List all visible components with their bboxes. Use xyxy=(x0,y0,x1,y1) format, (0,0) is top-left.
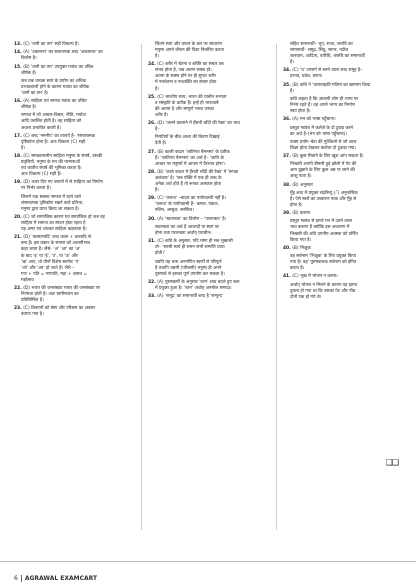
question-number: 32. xyxy=(148,279,156,285)
answer-text: गया है। वह' पुरुषवाचक सर्वनाम को इंगित xyxy=(290,260,357,266)
answer-text: नलिन, अम्बुज, सरसिज। xyxy=(155,208,194,214)
question-number: 28. xyxy=(148,170,156,176)
answer-text: 'जलज' के पर्यायवाची हैं– कमल, पंकज, xyxy=(155,202,219,208)
answer-item xyxy=(148,196,264,214)
answer-text: मनुष्य द्वारा प्राप्त किया जा सकता है। xyxy=(21,206,80,212)
answer-line xyxy=(283,203,399,209)
answer-text: भिखारी अपनी बीमारी हुई झोली में पेट की xyxy=(290,162,357,168)
answer-text: (C) समकालालीन साहित्य मनुष्य के संघर्ष, उसकी xyxy=(23,154,103,160)
answer-line xyxy=(148,162,264,168)
answer-text: (C) किसानों को चेष्टा और परिश्रम का अवसर xyxy=(23,306,96,312)
answer-text: शिक्षा होता देखकर कलेजा दो टुकड़ा गया। xyxy=(290,145,357,151)
answer-text: बताया गया है। xyxy=(21,312,44,318)
answer-text: अलंकार' है। 'जब पंक्ति में एक ही शब्द के xyxy=(155,176,222,182)
answer-line xyxy=(283,89,399,95)
answer-text: (C) कवि के अनुसार, यदि मांगा ही सब भुखमरी xyxy=(157,239,233,245)
footer-text xyxy=(14,575,97,582)
answer-item xyxy=(14,286,130,304)
answer-text: के बाद 'इ' या 'ई', 'उ', या 'ऊ' और xyxy=(21,253,78,259)
answer-item xyxy=(283,140,399,152)
answer-text: अर्थात् भोजन न मिलने के कारण वह इतना xyxy=(290,282,357,288)
column-3 xyxy=(283,42,399,303)
answer-line xyxy=(14,126,130,132)
answer-item xyxy=(148,217,264,223)
answer-text: कहा जाता है। जैसे- 'अ' 'आ' का 'अ' xyxy=(21,247,81,253)
answer-text: करता है। xyxy=(290,266,305,272)
answer-text: आशु पाता है। xyxy=(290,174,312,180)
answer-line xyxy=(14,146,130,152)
answer-text: प्रभाव, प्रवेश, प्रणय। xyxy=(290,74,323,80)
question-number: 20. xyxy=(14,215,22,221)
answer-text: पर निर्भर करता है। xyxy=(21,186,51,192)
answer-item xyxy=(148,135,264,147)
answer-item xyxy=(14,42,130,48)
answer-line xyxy=(283,74,399,80)
answer-item xyxy=(283,162,399,180)
answer-text: समाज में जो आचार-विचार, नीति, मर्यादा xyxy=(21,113,86,119)
question-number: 17. xyxy=(14,133,22,139)
answer-text: प्रवृत्तियों, मनुष्य के मन की परम्पराओं xyxy=(21,160,80,166)
answer-text: वाक्य प्रयोग–बेटा की मुश्किलों से जो आज xyxy=(290,139,357,145)
answer-item xyxy=(14,50,130,62)
answer-text: निर्भर रहते हैं। वह अपने भाग्य का निर्माण xyxy=(290,102,355,108)
answer-text: जिसमें एक स्वस्थ्य समाज में रहने वाले xyxy=(21,194,81,200)
answer-item xyxy=(14,154,130,178)
answer-text: शरीर है। xyxy=(155,112,169,118)
answer-text: आधार पर मनुष्यों में आपस में वैरभाव होना'। xyxy=(155,161,226,167)
answer-text: (B) अनुस्वार xyxy=(292,182,313,188)
answer-item xyxy=(283,183,399,189)
answer-text: समानार्थी– समुद्र, सिंधु, सागर, नदीश xyxy=(290,48,349,54)
answer-text: (C) जो सामाजिक कारण एवं सामाजिक हो जब वह xyxy=(23,215,105,221)
answer-text: साहित्य में समाज का स्पंदन होता रहता है xyxy=(21,221,86,227)
question-number: 14. xyxy=(14,50,22,56)
page-footer xyxy=(0,561,416,588)
question-number: 24. xyxy=(148,62,156,68)
answer-line xyxy=(14,186,130,192)
answer-text: होना तथा परतन्त्रता अर्थात् पराधीन। xyxy=(155,231,212,236)
question-number: 18. xyxy=(14,154,22,160)
question-number: 27. xyxy=(148,149,156,155)
answer-text: 'ओ' और 'अर' हो जाते हैं। जैसे – xyxy=(21,265,75,271)
answer-text: आदि प्रचलित होती है। वह साहित्य को xyxy=(21,119,82,125)
question-number: 19. xyxy=(14,180,22,186)
answer-text: संभव होता है, जब आत्मा स्वस्थ हो। xyxy=(155,68,212,74)
answer-text: है। xyxy=(155,188,159,194)
answer-line xyxy=(283,295,399,301)
answer-text: है तथापि उद्यमी (परिश्रमी) मनुष्य ही अपने xyxy=(155,265,222,271)
answer-line xyxy=(148,231,264,237)
answer-text: यह अमर एवं शाश्वत साहित्य कहलाता है। xyxy=(21,227,87,233)
answer-text: (C) शरीर में चेतना व शक्ति का संचार तब xyxy=(157,62,224,68)
answer-text: (C) भारतीय सत्य, भारत की प्राचीन सभ्यता xyxy=(157,94,227,100)
answer-text: 'ऋ' आए, तो तीनों विशेष स्वर्णतः 'ए' xyxy=(21,259,80,265)
answer-item xyxy=(14,180,130,192)
question-number: 40. xyxy=(283,245,291,251)
answer-text: (A) 'उकारान्त' का स्वरान्त्यक शब्द 'अकारान्त' का xyxy=(23,50,103,56)
answer-text: कवि कहता है कि आलसी लोग ही भाग्य पर xyxy=(290,96,359,102)
answer-line xyxy=(283,246,399,252)
answer-line xyxy=(14,105,130,111)
answer-text: जितने स्वयं और प्रयत्न के बल पर साधारण xyxy=(155,42,222,47)
question-number: 25. xyxy=(148,94,156,100)
answer-line xyxy=(148,54,264,60)
answer-item xyxy=(14,215,130,233)
answer-line xyxy=(148,188,264,194)
brand-name: AGRAWAL EXAMCART xyxy=(24,575,98,582)
answer-text: (B) काली बादल 'जातिगत बैमनस्य' के प्रतीक xyxy=(157,149,230,155)
answer-text: आत्मा के स्वस्थ होने पर ही सुन्दर शरीर xyxy=(155,74,217,80)
answer-text: वह सर्वनाम 'भिक्षुक' के लिए प्रयुक्त किया xyxy=(290,254,356,260)
answer-line xyxy=(283,60,399,66)
answer-text: (A) 'समुद्र' का समानार्थी शब्द है 'सम्पुन्द' xyxy=(157,294,224,300)
answer-line xyxy=(283,146,399,152)
answer-line xyxy=(14,42,130,48)
question-number: 36. xyxy=(283,117,291,123)
answer-line xyxy=(14,172,130,178)
answer-text: अवश्य प्रभावित करती है। xyxy=(21,125,62,131)
answer-line xyxy=(283,109,399,115)
answer-text: देती है। xyxy=(155,141,167,147)
answer-text: का अर्थ है–(मन को भाषा पहुँचाना)। xyxy=(290,131,348,137)
answer-text: किया गया है। xyxy=(290,237,312,243)
answer-item xyxy=(283,191,399,209)
column-2 xyxy=(148,42,264,302)
answer-text: संसारात्मक दृष्टिकोण रखने वाले प्रतिभा, xyxy=(21,200,84,206)
answer-item xyxy=(283,117,399,123)
question-number: 39. xyxy=(283,211,291,217)
answer-line xyxy=(148,141,264,147)
answer-text: है। xyxy=(155,86,159,92)
answer-item xyxy=(283,68,399,80)
question-number: 38. xyxy=(283,182,291,188)
answer-item xyxy=(283,97,399,115)
answer-text: यद्यपि यह धारा अनगणित स्वर्णों से परिपूर्ण xyxy=(155,259,222,265)
page-number: 6 xyxy=(14,575,18,582)
answer-line xyxy=(14,91,130,97)
answer-line xyxy=(283,274,399,280)
answer-line xyxy=(283,238,399,244)
answer-text: (C) भूख में भोजन न करना। xyxy=(292,274,338,280)
answer-line xyxy=(283,211,399,217)
answer-text: (B) 'वानी का तम' उपयुक्त गवांश का उचित xyxy=(23,64,94,70)
answer-text: दुबला हो गया था कि उसका पेट और पीठ xyxy=(290,288,356,294)
answer-text: एवं जातीय संघर्ष की भूमिका करता है। xyxy=(21,166,82,172)
answer-line xyxy=(14,312,130,318)
answer-item xyxy=(283,83,399,95)
question-number: 16. xyxy=(14,99,22,105)
end-mark: ❑❑ xyxy=(385,458,398,467)
answer-item xyxy=(283,274,399,280)
question-number: 33. xyxy=(148,294,156,300)
footer-separator xyxy=(21,575,22,582)
answer-text: स्वयं होता है। xyxy=(290,109,311,115)
answer-text: (D) 'जलने कालाने में हँसती चाँदी की रेखा' का भाव xyxy=(157,121,240,127)
column-divider xyxy=(276,44,277,530)
answer-text: शीर्षक है। xyxy=(21,70,37,76)
answer-item xyxy=(14,195,130,213)
answer-text: (D) भारत की जनसंख्या भारत की जनसंख्या पर xyxy=(23,285,100,291)
answer-text: भाव करुणा है क्योंकि इस अवतरण में xyxy=(290,225,350,231)
answer-text: है। ऐसे स्वरों का उच्चारण नाक और मुँह से xyxy=(290,196,357,202)
answer-item xyxy=(283,254,399,272)
answer-item xyxy=(283,219,399,243)
answer-text: विलोम है। xyxy=(21,56,37,62)
answer-item xyxy=(283,154,399,160)
answer-line xyxy=(14,71,130,77)
answer-line xyxy=(283,154,399,160)
answer-text: निर्भरता होती है। अतः ग्रामीणजन का xyxy=(21,291,79,297)
answer-text: दृष्टिकोण होना है। अतः विकल्प (C) सही xyxy=(21,139,86,145)
question-number: 22. xyxy=(14,285,22,291)
answer-text: (A) 'स्वतन्त्रता' का विलोम – 'परतन्त्रता' है। xyxy=(157,216,227,222)
question-number: 35. xyxy=(283,82,291,88)
question-number: 37. xyxy=(283,154,291,160)
answer-text: प्रभावशाली होने के कारण गवांश का शीर्षक xyxy=(21,84,90,90)
column-1 xyxy=(14,42,130,321)
answer-text: (D) ऊपर दिए गए बयानों में से साहित्य का निर्माण xyxy=(23,180,103,186)
answer-text: (C) 'जलज' –बादल का पर्यायवाची नहीं है। xyxy=(157,196,226,202)
question-number: 15. xyxy=(14,64,22,70)
answer-line xyxy=(148,217,264,223)
answer-line xyxy=(148,294,264,300)
answer-text: दोनों एक हो गये थे। xyxy=(290,294,322,300)
question-number: 34. xyxy=(283,68,291,74)
answer-text: (C) 'प्र' उपसर्ग से बनने वाला शब्द समूह है– xyxy=(292,68,363,74)
answer-text: (B) कवि ने 'धारावाहकी गतिमा का खरगाम किया xyxy=(292,82,371,88)
answer-item xyxy=(148,225,264,237)
answer-item xyxy=(283,283,399,301)
answer-text: प्रस्तुत गद्यांश में कलेजे के दो टुकड़ करने xyxy=(290,125,353,131)
answer-text: हैं। 'जातिगत बैमनस्य' का अर्थ है– 'जाति के xyxy=(155,155,224,161)
answer-text: (A) साहित्य एवं समाज गवांश का उचित xyxy=(23,99,87,105)
answer-text: (D) 'वात्सल्यादि' शब्द वात्स + वल्लादि से xyxy=(23,235,91,241)
answer-line xyxy=(148,251,264,257)
answer-line xyxy=(148,208,264,214)
answer-text: पुरुषार्थ से इसका पूर्ण उपयोग कर सकता है। xyxy=(155,271,225,277)
answer-item xyxy=(14,113,130,131)
answer-text: (B) 'काले बादल में हँसती चाँदी की रेखा' में 'रूपक xyxy=(157,170,239,176)
question-number: 21. xyxy=(14,235,22,241)
answer-item xyxy=(148,42,264,60)
answer-line xyxy=(14,56,130,62)
answer-item xyxy=(148,121,264,133)
answer-text: आग बुझाने के लिए कुछ अन्न पा जाने की xyxy=(290,168,355,174)
question-number: 31. xyxy=(148,239,156,245)
answer-text: नियतियों के बीच आशा की किरण दिखाई xyxy=(155,135,220,141)
column-divider xyxy=(141,44,142,530)
question-number: 29. xyxy=(148,196,156,202)
answer-text: भिखारी की अति दयनीय अवस्था को वर्णित xyxy=(290,231,358,237)
question-number: 26. xyxy=(148,121,156,127)
answer-text: गण + पति = गणपति, महा + उत्सव = xyxy=(21,271,88,277)
answer-item xyxy=(14,65,130,77)
answer-text: (B) करुणा xyxy=(292,211,311,217)
answer-line xyxy=(283,132,399,138)
answer-text: (B) कुछ मिठाने के लिए खुश आप सकता है। xyxy=(292,154,364,160)
answer-line xyxy=(148,286,264,292)
answer-line xyxy=(283,183,399,189)
answer-text: होती।' xyxy=(155,251,165,257)
answer-text: अनेक अर्थ होते हैं तो रूपक अलंकार होता xyxy=(155,182,222,188)
answer-text: जब तक वाचक स्वयं के प्रयोग का अधिक xyxy=(21,78,86,84)
answer-text: 'वानी का तम' है। xyxy=(21,90,49,96)
answer-text: अतः विकल्प (C) सही है। xyxy=(21,172,62,178)
answer-text: (B) भिक्षुक xyxy=(292,245,311,251)
answer-item xyxy=(14,235,130,283)
answer-text: प्रस्तुत गद्यांश से हमारे मन में उठने वाला xyxy=(290,219,352,225)
answer-item xyxy=(14,99,130,111)
answer-text: मनुष्य अपने जीवन की दिशा निर्धारित करता xyxy=(155,48,224,54)
answer-line xyxy=(14,227,130,233)
answer-item xyxy=(148,150,264,168)
question-number: 30. xyxy=(148,216,156,222)
answer-line xyxy=(283,266,399,272)
answer-line xyxy=(14,298,130,304)
answer-text: तो– 'सरसी स्वयं ही समन सभी सम्पत्ति प्राप्त xyxy=(155,245,225,251)
answer-text: शीर्षक है। xyxy=(21,105,37,111)
answer-item xyxy=(14,134,130,152)
answer-text: प्रतिबिम्बित है। xyxy=(21,298,44,304)
question-number: 13. xyxy=(14,42,22,47)
answer-line xyxy=(148,113,264,119)
answer-text: (A) मन को भाषा पहुँचाना। xyxy=(292,117,336,123)
answer-item xyxy=(283,246,399,252)
answer-item xyxy=(148,62,264,92)
answer-text: है। xyxy=(21,145,25,151)
answer-text: महोत्सव xyxy=(21,277,34,283)
answer-line xyxy=(148,272,264,278)
answer-text: बना है। इस प्रकार के समास को अव्ययीभाव xyxy=(21,241,91,247)
answer-line xyxy=(14,207,130,213)
question-number: 23. xyxy=(14,306,22,312)
answer-item xyxy=(148,294,264,300)
answer-item xyxy=(283,211,399,217)
answer-text: है। xyxy=(290,60,294,66)
answer-line xyxy=(14,278,130,284)
answer-text: (A) पुरुषकर्मी के अनुसार 'रतन' शब्द बदले हुए कल xyxy=(157,279,240,285)
answer-text: है। xyxy=(155,54,159,60)
answer-text: में नवचेतना व नवशक्ति का संचार होता xyxy=(155,80,217,86)
answer-text: है– xyxy=(155,127,160,133)
answer-text: में प्रयुक्त हुआ है। 'रतन' अर्थात् अनमोल सम्पदा। xyxy=(155,285,232,291)
answer-text: की आत्मा है और सम्पूर्ण भारत उनका xyxy=(155,106,214,112)
answer-item xyxy=(148,280,264,292)
answer-item xyxy=(148,260,264,278)
answer-text: व संस्कृति के प्रतीक हैं। इन्हें ही भारतवर्ष xyxy=(155,100,219,106)
answer-text: स्वतन्त्रता का अर्थ है आजादी या स्वयं पर xyxy=(155,224,219,230)
answer-line xyxy=(148,87,264,93)
answer-item xyxy=(148,239,264,257)
answer-item xyxy=(148,95,264,119)
answer-item xyxy=(283,126,399,138)
answer-text: सहित समानार्थी– भूप, राजा, जलधि का xyxy=(290,42,353,47)
answer-text: (C) शब्द 'नमनीय' का तात्पर्य है- 'संसारात्मक xyxy=(23,133,96,139)
answer-line xyxy=(283,117,399,123)
answer-line xyxy=(148,127,264,133)
question-number: 41. xyxy=(283,274,291,280)
answer-text: (C) 'वानी का तम' सही विकल्प है। xyxy=(23,42,80,47)
answer-text: होता है। xyxy=(290,202,303,208)
answer-line xyxy=(283,174,399,180)
answer-text: जलधाम, आदित्य, वारिधि, जलधि का समानार्थी xyxy=(290,54,365,60)
answer-item xyxy=(148,170,264,194)
answer-item xyxy=(283,42,399,66)
answer-item xyxy=(14,306,130,318)
answer-text: है। xyxy=(290,88,294,94)
answer-item xyxy=(14,79,130,97)
answer-text: मुँह शब्द में प्रयुक्त चंद्रबिन्दु (ँ) अनुनासिक xyxy=(290,190,358,196)
